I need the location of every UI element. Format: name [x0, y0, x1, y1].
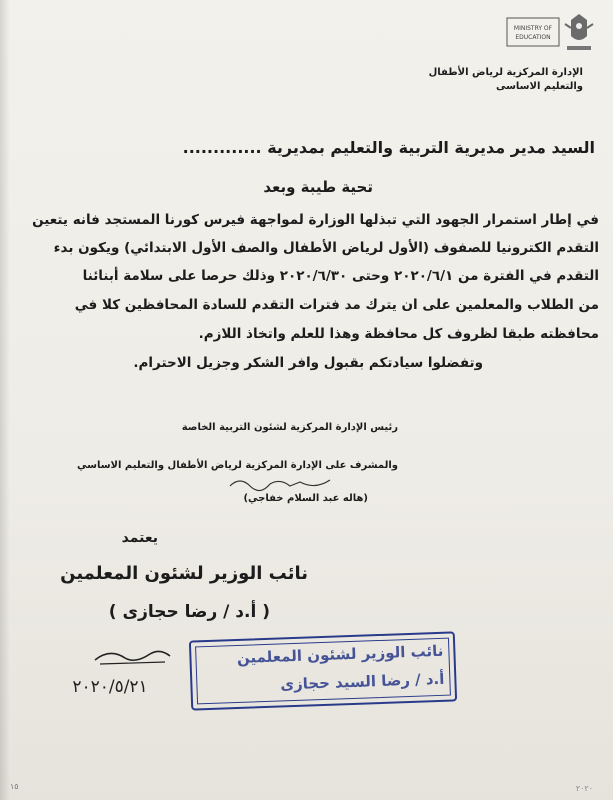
- signatory-title-2: والمشرف على الإدارة المركزية لرياض الأطفال والتعليم الاساسي: [77, 460, 398, 471]
- greeting: تحية طيبة وبعد: [263, 178, 373, 196]
- official-stamp: [189, 631, 457, 710]
- ministry-emblem-icon: [505, 10, 595, 58]
- signatory-name: (هاله عبد السلام خفاجي): [243, 493, 368, 504]
- approval-label: يعتمد: [121, 530, 158, 546]
- addressee: السيد مدير مديرية التربية والتعليم بمديرية .............: [182, 138, 595, 157]
- svg-text:EDUCATION: EDUCATION: [515, 34, 551, 41]
- signatory-title-1: رئيس الإدارة المركزية لشئون التربية الخاصة: [181, 422, 398, 433]
- handwritten-signature-icon: [220, 472, 390, 494]
- department-header: [383, 66, 583, 94]
- page-number-right: ٢٠٢٠: [575, 784, 593, 793]
- handwritten-date-icon: [40, 640, 180, 700]
- body-line-5: محافظته طبقا لظروف كل محافظة وهذا للعلم واتخاذ اللازم.: [198, 326, 599, 342]
- deputy-title: نائب الوزير لشئون المعلمين: [60, 563, 308, 584]
- page-number-left: ١٥: [10, 782, 19, 791]
- body-line-4: من الطلاب والمعلمين على ان يترك مد فترات التقدم للسادة المحافظين كلا في: [74, 297, 599, 313]
- svg-text:MINISTRY OF: MINISTRY OF: [513, 25, 553, 32]
- body-line-1: في إطار استمرار الجهود التي تبذلها الوزارة لمواجهة فيرس كورنا المستجد فانه يتعين: [32, 212, 599, 228]
- body-line-3: التقدم في الفترة من ٢٠٢٠/٦/١ وحتى ٢٠٢٠/٦/٣٠ وذلك حرصا على سلامة أبنائنا: [82, 268, 599, 284]
- handwritten-date: ٢٠٢٠/٥/٢١: [72, 677, 148, 697]
- body-line-6: وتفضلوا سيادتكم بقبول وافر الشكر وجزيل الاحترام.: [133, 355, 483, 371]
- stamp-line-2: أ.د / رضا السيد حجازى: [279, 669, 445, 694]
- department-line-2: والتعليم الاساسى: [495, 81, 583, 92]
- page-shadow: [0, 0, 10, 800]
- body-line-2: التقدم الكترونيا للصفوف (الأول لرياض الأطفال والصف الأول الابتدائي) ويكون بدء: [53, 240, 599, 256]
- stamp-line-1: نائب الوزير لشئون المعلمين: [236, 641, 444, 667]
- deputy-name: ( أ.د / رضا حجازى ): [108, 602, 270, 622]
- department-line-1: الإدارة المركزية لرياض الأطفال: [428, 67, 583, 78]
